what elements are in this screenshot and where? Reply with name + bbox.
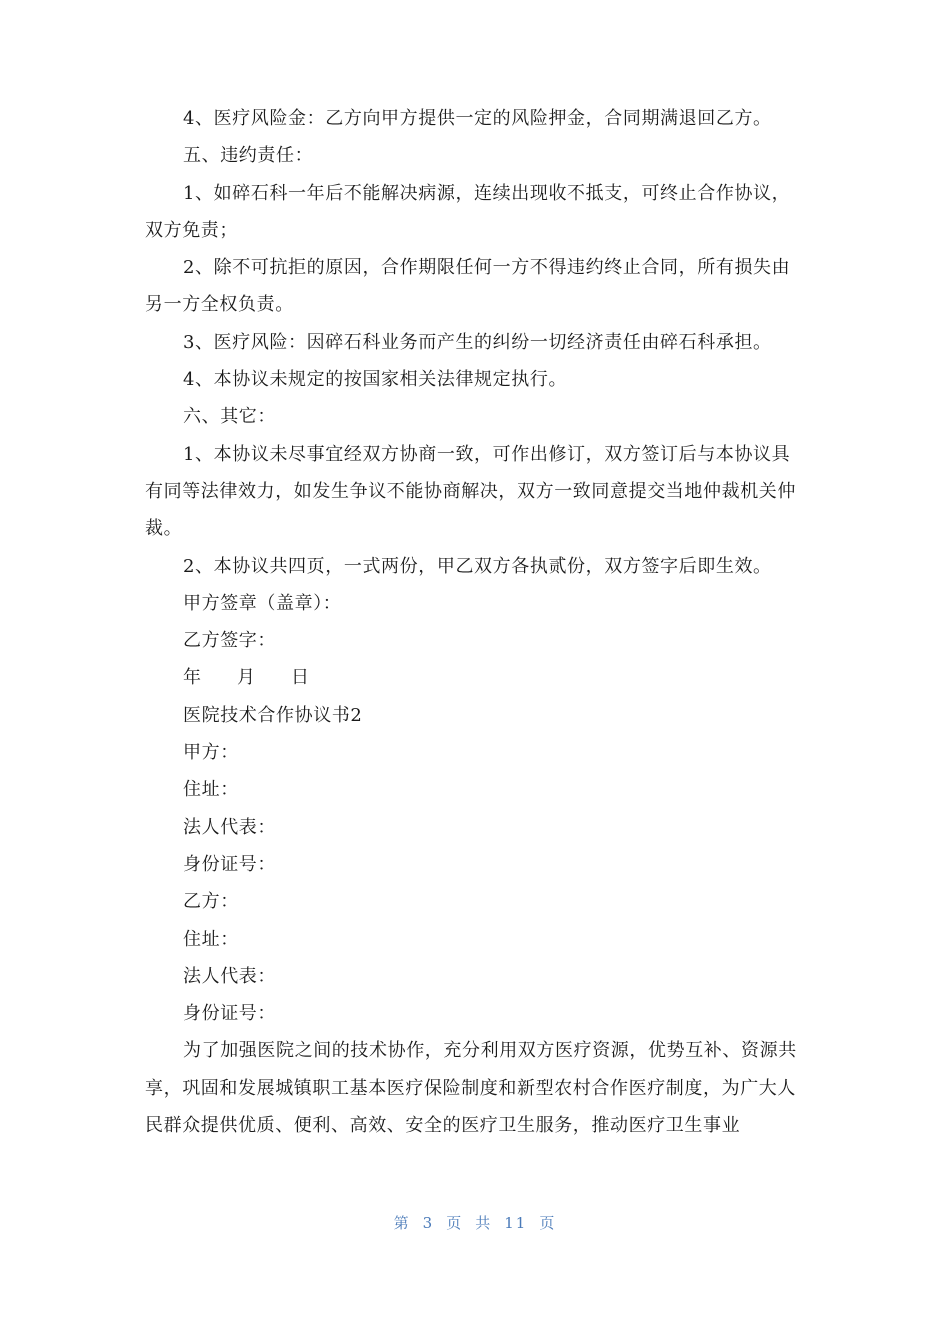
footer-ye: 页 [446,1214,464,1232]
paragraph: 3、医疗风险：因碎石科业务而产生的纠纷一切经济责任由碎石科承担。 [183,331,772,353]
paragraph: 4、本协议未规定的按国家相关法律规定执行。 [183,369,568,391]
paragraph: 1、如碎石科一年后不能解决病源，连续出现收不抵支，可终止合作协议，双方免责； [145,182,791,241]
section-heading: 六、其它： [183,406,276,428]
document-body [145,100,807,1144]
date-day: 日 [291,667,309,689]
date-year: 年 [183,667,201,689]
date-month: 月 [237,667,255,689]
field-party-b: 乙方： [183,891,239,913]
field-address-a: 住址： [183,779,239,801]
footer-page-number: 3 [422,1214,435,1232]
footer-ye2: 页 [539,1214,557,1232]
field-id-a: 身份证号： [183,853,276,875]
document-title: 医院技术合作协议书2 [183,704,363,726]
footer-di: 第 [393,1214,411,1232]
footer-total-pages: 11 [504,1214,528,1232]
paragraph: 2、除不可抗拒的原因，合作期限任何一方不得违约终止合同，所有损失由另一方全权负责。 [145,257,791,316]
field-legal-rep-a: 法人代表： [183,816,276,838]
paragraph: 4、医疗风险金：乙方向甲方提供一定的风险押金，合同期满退回乙方。 [183,108,772,129]
footer-gong: 共 [475,1214,493,1232]
field-id-b: 身份证号： [183,1003,276,1025]
field-party-a: 甲方： [183,742,239,764]
paragraph: 2、本协议共四页，一式两份，甲乙双方各执贰份，双方签字后即生效。 [183,555,772,577]
signature-party-a: 甲方签章（盖章）： [183,592,342,614]
paragraph: 为了加强医院之间的技术协作，充分利用双方医疗资源，优势互补、资源共享，巩固和发展城镇职工基本医疗保险制度和新型农村合作医疗制度，为广大人民群众提供优质、便利、高效、安全的医疗卫生服务，推动医疗卫生事业 [145,1040,797,1137]
paragraph: 1、本协议未尽事宜经双方协商一致，可作出修订，双方签订后与本协议具有同等法律效力，如发生争议不能协商解决，双方一致同意提交当地仲裁机关仲裁。 [145,443,796,540]
page-footer [0,1212,950,1233]
section-heading: 五、违约责任： [183,145,314,167]
date-line [145,659,807,696]
field-legal-rep-b: 法人代表： [183,965,276,987]
field-address-b: 住址： [183,928,239,950]
signature-party-b: 乙方签字： [183,630,276,652]
